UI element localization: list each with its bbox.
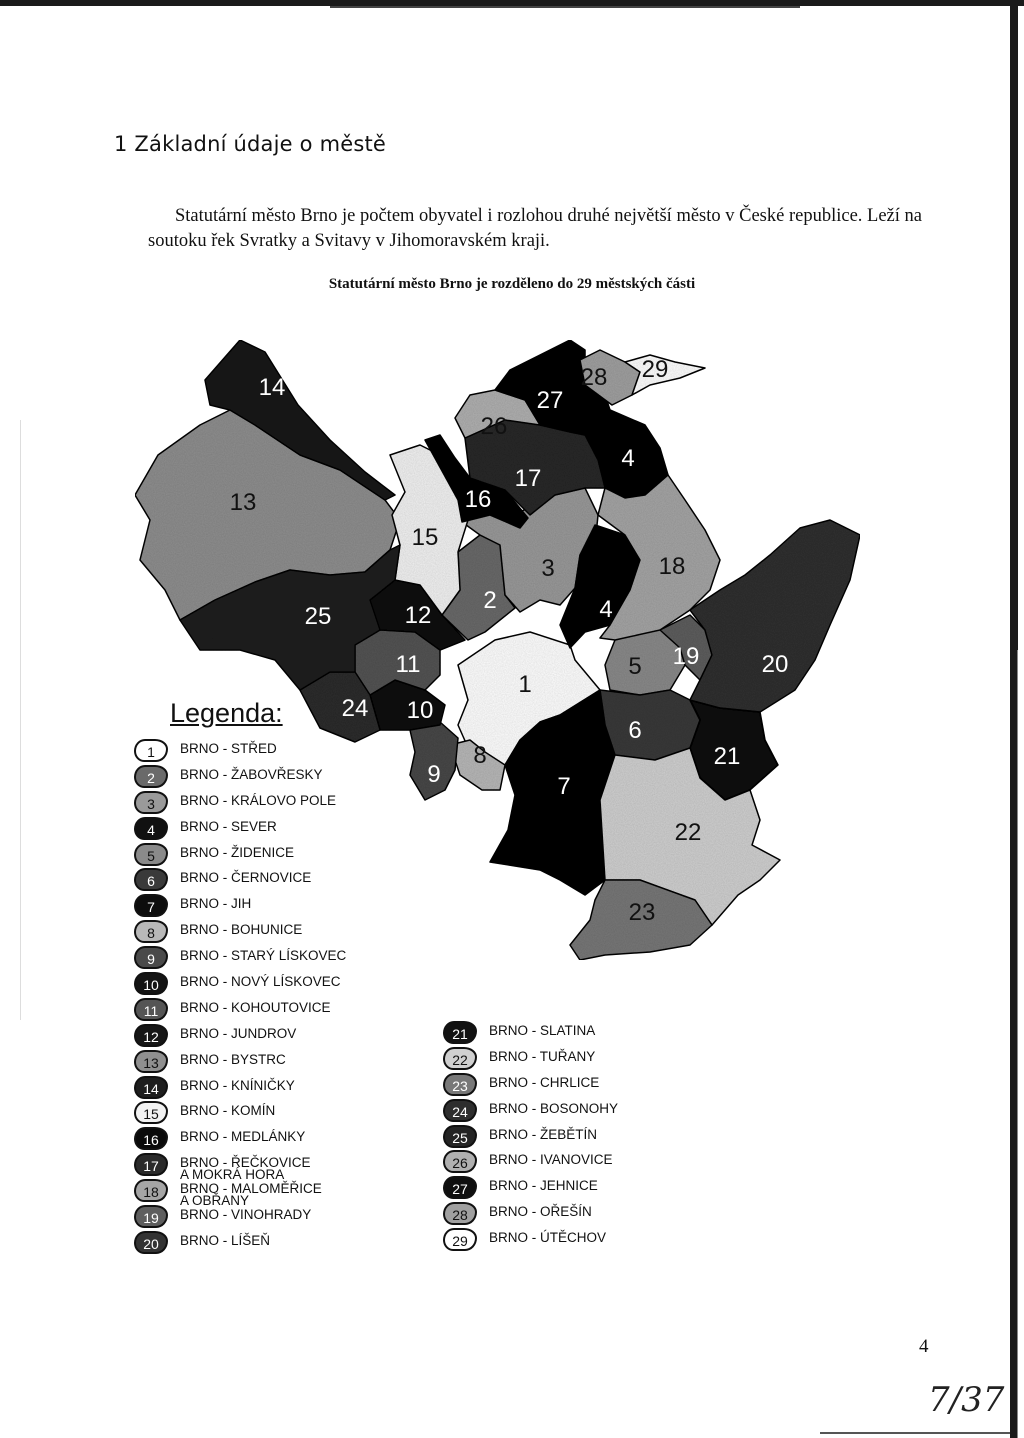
legend-label-3: BRNO - KRÁLOVO POLE	[180, 792, 337, 808]
district-label-29: 29	[641, 356, 669, 383]
district-badge-10: 10	[134, 972, 168, 995]
district-badge-1: 1	[134, 739, 168, 762]
legend-label-11: BRNO - KOHOUTOVICE	[180, 999, 331, 1015]
district-badge-8: 8	[134, 920, 168, 943]
district-badge-16: 16	[134, 1127, 168, 1150]
legend-label-5: BRNO - ŽIDENICE	[180, 844, 295, 860]
legend-label-18: BRNO - MALOMĚŘICE A OBŘANY	[180, 1181, 322, 1209]
district-label-18: 18	[658, 553, 686, 580]
legend-label-10: BRNO - NOVÝ LÍSKOVEC	[180, 974, 341, 990]
legend-label-26: BRNO - IVANOVICE	[489, 1152, 613, 1168]
district-badge-26: 26	[443, 1150, 477, 1173]
district-label-6: 6	[628, 717, 642, 744]
intro-paragraph: Statutární město Brno je počtem obyvatel i rozlohou druhé největší město v České republice. Leží na soutoku řek Svratky a Svitavy v Jihomoravském kraji.	[148, 206, 922, 251]
district-badge-9: 9	[134, 946, 168, 969]
district-badge-18: 18	[134, 1179, 168, 1202]
page-number: 4	[919, 1336, 929, 1357]
district-label-16: 16	[464, 486, 492, 513]
legend-label-24: BRNO - BOSONOHY	[489, 1100, 619, 1116]
legend-label-17: BRNO - ŘEČKOVICE A MOKRÁ HORA	[180, 1155, 311, 1183]
district-badge-5: 5	[134, 843, 168, 866]
legend-label-14: BRNO - KNÍNIČKY	[180, 1077, 295, 1093]
district-badge-24: 24	[443, 1099, 477, 1122]
district-label-8: 8	[473, 742, 487, 769]
district-label-23: 23	[628, 899, 656, 926]
district-label-14: 14	[258, 374, 286, 401]
district-badge-12: 12	[134, 1024, 168, 1047]
legend-label-19: BRNO - VINOHRADY	[180, 1207, 312, 1223]
district-label-2: 2	[483, 587, 497, 614]
district-badge-11: 11	[134, 998, 168, 1021]
legend-label-21: BRNO - SLATINA	[489, 1023, 596, 1038]
district-label-10: 10	[406, 697, 434, 724]
district-label-17: 17	[514, 465, 542, 492]
district-badge-25: 25	[443, 1125, 477, 1148]
legend-label-20: BRNO - LÍŠEŇ	[180, 1232, 271, 1248]
legend-label-12: BRNO - JUNDROV	[180, 1025, 297, 1041]
legend-label-29: BRNO - ÚTĚCHOV	[489, 1230, 607, 1246]
legend-label-8: BRNO - BOHUNICE	[180, 922, 303, 938]
district-badge-4: 4	[134, 817, 168, 840]
district-label-25: 25	[304, 603, 332, 630]
district-label-4b: 4	[599, 596, 613, 623]
district-badge-3: 3	[134, 791, 168, 814]
district-label-27: 27	[536, 387, 564, 414]
legend-label-27: BRNO - JEHNICE	[489, 1178, 598, 1194]
handwritten-page-reference: 7/37	[928, 1380, 1005, 1420]
legend-label-9: BRNO - STARÝ LÍSKOVEC	[180, 948, 347, 964]
legend-label-1: BRNO - STŘED	[180, 741, 277, 756]
district-label-3: 3	[541, 555, 555, 582]
district-badge-7: 7	[134, 894, 168, 917]
district-badge-28: 28	[443, 1202, 477, 1225]
district-label-5: 5	[628, 653, 642, 680]
district-label-12: 12	[404, 602, 432, 629]
district-label-9: 9	[427, 761, 441, 788]
legend-label-6: BRNO - ČERNOVICE	[180, 870, 312, 886]
legend-label-4: BRNO - SEVER	[180, 818, 277, 834]
district-badge-19: 19	[134, 1205, 168, 1228]
district-badge-2: 2	[134, 765, 168, 788]
district-label-15: 15	[411, 524, 439, 551]
district-badge-17: 17	[134, 1153, 168, 1176]
legend-label-22: BRNO - TUŘANY	[489, 1048, 596, 1064]
district-badge-22: 22	[443, 1047, 477, 1070]
map-caption: Statutární město Brno je rozděleno do 29 městských části	[328, 276, 696, 292]
district-label-4a: 4	[621, 445, 635, 472]
district-label-21: 21	[713, 743, 741, 770]
district-badge-23: 23	[443, 1073, 477, 1096]
legend-label-13: BRNO - BYSTRC	[180, 1051, 286, 1067]
legend-title: Legenda:	[170, 698, 283, 728]
district-badge-29: 29	[443, 1228, 477, 1251]
district-label-28: 28	[580, 364, 608, 391]
legend-label-7: BRNO - JIH	[180, 896, 252, 912]
district-badge-6: 6	[134, 868, 168, 891]
district-label-7: 7	[557, 773, 571, 800]
district-label-11: 11	[395, 651, 421, 678]
district-label-22: 22	[674, 819, 702, 846]
district-badge-13: 13	[134, 1050, 168, 1073]
district-badge-27: 27	[443, 1176, 477, 1199]
top-border-rule-thin	[330, 6, 800, 8]
district-badge-14: 14	[134, 1076, 168, 1099]
legend-label-28: BRNO - OŘEŠÍN	[489, 1204, 592, 1220]
bottom-rule	[820, 1432, 1010, 1434]
legend-label-25: BRNO - ŽEBĚTÍN	[489, 1126, 598, 1142]
legend-label-23: BRNO - CHRLICE	[489, 1074, 600, 1090]
district-label-1: 1	[518, 671, 532, 698]
legend-label-15: BRNO - KOMÍN	[180, 1103, 276, 1119]
district-label-24: 24	[341, 695, 369, 722]
district-label-19: 19	[672, 643, 700, 670]
district-badge-20: 20	[134, 1231, 168, 1254]
district-label-26: 26	[480, 413, 508, 440]
district-badge-21: 21	[443, 1021, 477, 1044]
legend-label-16: BRNO - MEDLÁNKY	[180, 1129, 306, 1145]
district-badge-15: 15	[134, 1101, 168, 1124]
section-heading: 1 Základní údaje o městě	[114, 132, 387, 156]
district-label-20: 20	[761, 651, 789, 678]
legend-label-2: BRNO - ŽABOVŘESKY	[180, 766, 323, 782]
district-label-13: 13	[229, 489, 257, 516]
